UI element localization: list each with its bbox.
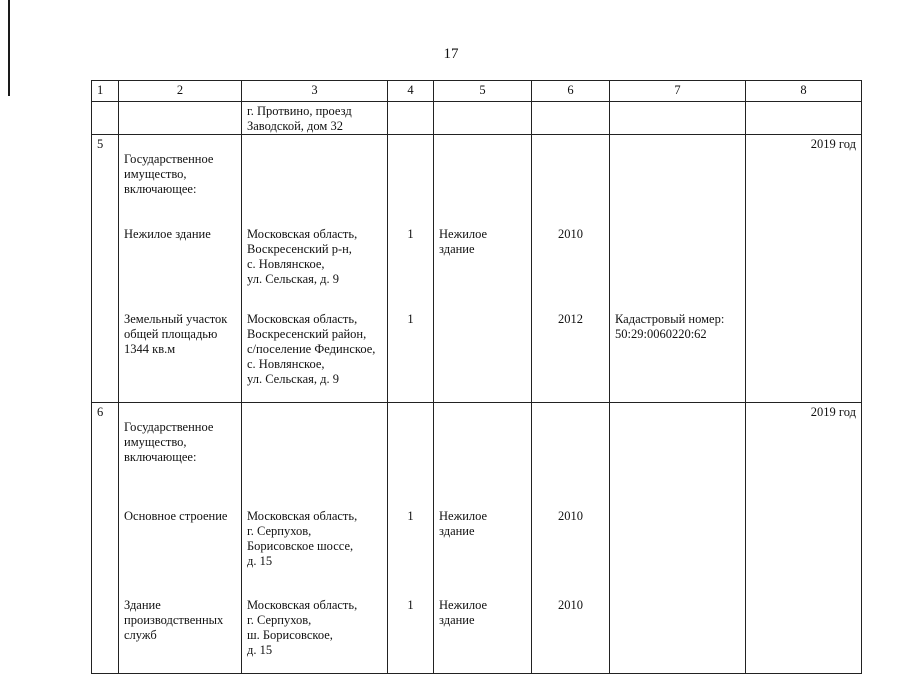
item-built: 2010 xyxy=(558,598,583,612)
item-note xyxy=(615,227,740,297)
item-address: Московская область, Воскресенский р-н, с. Новлянское, ул. Сельская, д. 9 xyxy=(247,227,358,286)
col-header-4: 4 xyxy=(388,81,434,102)
row-type-cell xyxy=(434,135,532,403)
cont-built xyxy=(532,102,610,135)
item-type: Нежилое здание xyxy=(439,509,488,538)
col-header-5: 5 xyxy=(434,81,532,102)
item-built: 2010 xyxy=(558,509,583,523)
row-names-cell xyxy=(119,403,242,674)
row-type-cell xyxy=(434,403,532,674)
row-note-cell xyxy=(610,135,746,403)
item-built: 2012 xyxy=(558,312,583,326)
row-built-cell xyxy=(532,403,610,674)
table-row xyxy=(92,403,862,674)
col-header-3: 3 xyxy=(242,81,388,102)
row-year: 2019 год xyxy=(746,403,862,674)
continuation-row xyxy=(92,102,862,135)
page-number: 17 xyxy=(443,46,459,62)
cont-address: г. Протвино, проезд Заводской, дом 32 xyxy=(242,102,388,135)
item-qty: 1 xyxy=(407,509,414,523)
item-name: Основное строение xyxy=(124,509,228,523)
cont-note xyxy=(610,102,746,135)
row-number: 5 xyxy=(92,135,119,403)
col-header-7: 7 xyxy=(610,81,746,102)
property-table xyxy=(91,80,862,674)
item-type: Нежилое здание xyxy=(439,227,488,256)
column-number-row xyxy=(92,81,862,102)
col-header-1: 1 xyxy=(92,81,119,102)
cont-num xyxy=(92,102,119,135)
item-name: Земельный участок общей площадью 1344 кв.м xyxy=(124,312,228,356)
row-built-cell xyxy=(532,135,610,403)
item-type: Нежилое здание xyxy=(439,598,488,627)
item-qty: 1 xyxy=(407,598,414,612)
row-address-cell xyxy=(242,403,388,674)
table-row xyxy=(92,135,862,403)
item-built: 2010 xyxy=(558,227,583,241)
row-heading: Государственное имущество, включающее: xyxy=(124,420,214,464)
item-qty: 1 xyxy=(407,227,414,241)
item-name: Нежилое здание xyxy=(124,227,211,241)
row-address-cell xyxy=(242,135,388,403)
item-address: Московская область, г. Серпухов, ш. Борисовское, д. 15 xyxy=(247,598,358,657)
row-heading: Государственное имущество, включающее: xyxy=(124,152,214,196)
cont-type xyxy=(434,102,532,135)
cont-name xyxy=(119,102,242,135)
item-address: Московская область, г. Серпухов, Борисовское шоссе, д. 15 xyxy=(247,509,358,568)
cont-year xyxy=(746,102,862,135)
item-note: Кадастровый номер: 50:29:0060220:62 xyxy=(615,312,725,341)
row-qty-cell xyxy=(388,403,434,674)
item-name: Здание производственных служб xyxy=(124,598,224,642)
col-header-6: 6 xyxy=(532,81,610,102)
col-header-8: 8 xyxy=(746,81,862,102)
row-number: 6 xyxy=(92,403,119,674)
item-note xyxy=(615,509,740,583)
row-note-cell xyxy=(610,403,746,674)
item-address: Московская область, Воскресенский район, с/поселение Фединское, с. Новлянское, ул. Сельская, д. 9 xyxy=(247,312,376,386)
cont-qty xyxy=(388,102,434,135)
item-qty: 1 xyxy=(407,312,414,326)
row-qty-cell xyxy=(388,135,434,403)
col-header-2: 2 xyxy=(119,81,242,102)
row-year: 2019 год xyxy=(746,135,862,403)
row-names-cell xyxy=(119,135,242,403)
